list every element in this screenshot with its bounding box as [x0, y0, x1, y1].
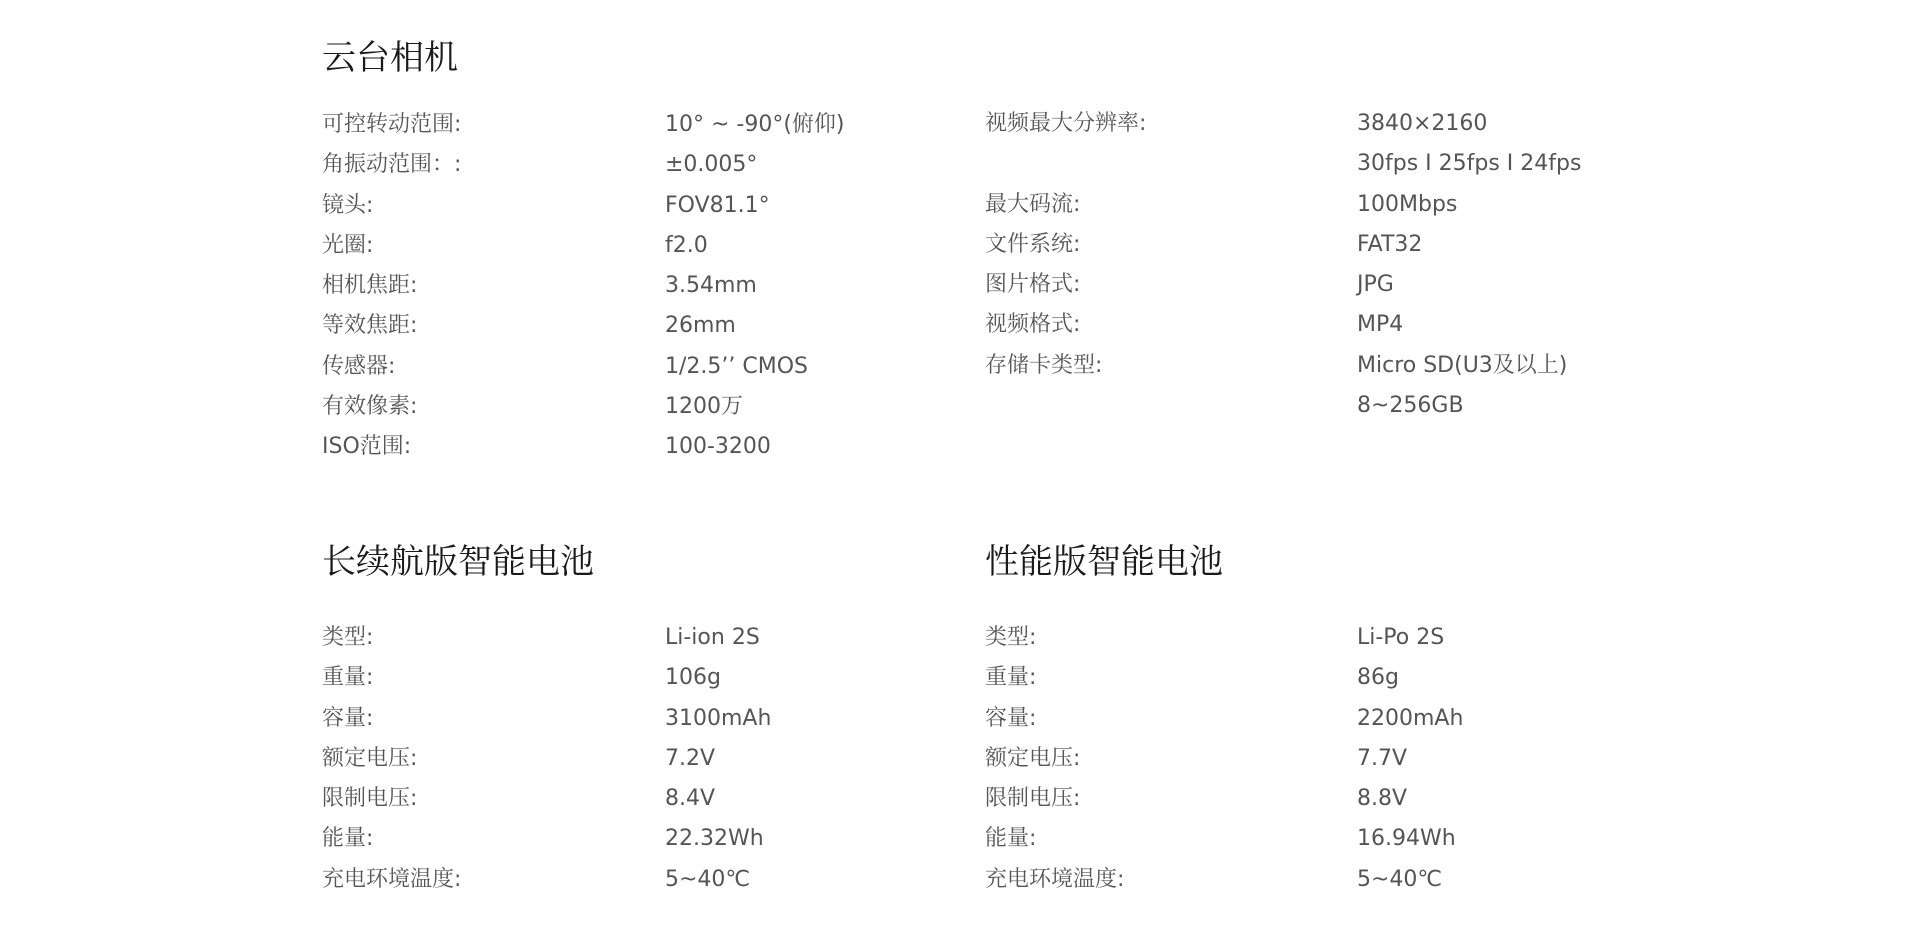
- spec-label: 容量:: [322, 705, 374, 731]
- spec-value: JPG: [1357, 272, 1394, 298]
- spec-value: Li-ion 2S: [665, 625, 760, 650]
- spec-value: ±0.005°: [665, 152, 758, 178]
- spec-label: 传感器:: [322, 353, 396, 379]
- spec-value: 1/2.5’’ CMOS: [665, 353, 808, 379]
- gimbal-camera-specs-left: [322, 105, 922, 468]
- spec-row-type: [322, 618, 922, 658]
- spec-row-angular-vibration: [322, 145, 922, 185]
- spec-value: MP4: [1357, 312, 1404, 338]
- spec-row-weight: [985, 658, 1685, 698]
- spec-label: 可控转动范围:: [322, 112, 462, 137]
- spec-label: 最大码流:: [985, 191, 1081, 217]
- spec-label: 图片格式:: [985, 272, 1081, 298]
- spec-label: 光圈:: [322, 232, 374, 258]
- spec-row-rated-voltage: [322, 739, 922, 779]
- spec-value: 1200万: [665, 394, 743, 420]
- spec-row-photo-format: [985, 265, 1685, 305]
- spec-label: 限制电压:: [322, 786, 418, 812]
- spec-label: 角振动范围：:: [322, 152, 462, 178]
- spec-label: 存储卡类型:: [985, 352, 1103, 378]
- gimbal-camera-title: 云台相机: [322, 38, 458, 78]
- spec-value: FOV81.1°: [665, 192, 770, 218]
- spec-label: 有效像素:: [322, 394, 418, 420]
- spec-row-limit-voltage: [985, 779, 1685, 819]
- spec-row-file-system: [985, 225, 1685, 265]
- spec-row-storage-capacity: [985, 386, 1685, 426]
- spec-value: 16.94Wh: [1357, 826, 1456, 852]
- spec-row-max-video-resolution: [985, 104, 1685, 144]
- spec-value: 5~40℃: [1357, 866, 1443, 892]
- spec-value: 3.54mm: [665, 273, 757, 299]
- spec-row-aperture: [322, 226, 922, 266]
- spec-row-max-bitrate: [985, 185, 1685, 225]
- spec-value: 26mm: [665, 313, 736, 339]
- spec-value: 7.7V: [1357, 745, 1408, 771]
- spec-label: 视频格式:: [985, 312, 1081, 338]
- spec-value: 100Mbps: [1357, 191, 1458, 217]
- spec-row-sensor: [322, 347, 922, 387]
- spec-label: 镜头:: [322, 192, 374, 218]
- spec-value: Micro SD(U3及以上): [1357, 352, 1568, 378]
- spec-value: 2200mAh: [1357, 705, 1464, 731]
- spec-row-focal-length: [322, 266, 922, 306]
- spec-row-charging-temperature: [322, 860, 922, 900]
- spec-row-charging-temperature: [985, 860, 1685, 900]
- spec-label: 容量:: [985, 705, 1037, 731]
- spec-label: 额定电压:: [322, 745, 418, 771]
- spec-label: 类型:: [322, 625, 374, 650]
- spec-row-lens: [322, 186, 922, 226]
- spec-label: 相机焦距:: [322, 273, 418, 299]
- spec-row-type: [985, 618, 1685, 658]
- spec-value: 30fps I 25fps I 24fps: [1357, 151, 1582, 177]
- spec-label: 充电环境温度:: [322, 866, 462, 892]
- spec-row-rated-voltage: [985, 739, 1685, 779]
- spec-row-video-format: [985, 305, 1685, 345]
- performance-battery-specs: [985, 618, 1685, 900]
- spec-label: ISO范围:: [322, 434, 412, 460]
- spec-value: 3100mAh: [665, 705, 772, 731]
- performance-battery-title: 性能版智能电池: [985, 542, 1223, 582]
- spec-row-limit-voltage: [322, 779, 922, 819]
- spec-value: 86g: [1357, 665, 1399, 691]
- spec-label: 类型:: [985, 625, 1037, 650]
- spec-row-frame-rates: [985, 144, 1685, 184]
- spec-label: 文件系统:: [985, 231, 1081, 257]
- spec-label: 等效焦距:: [322, 313, 418, 339]
- spec-row-capacity: [322, 699, 922, 739]
- spec-label: 充电环境温度:: [985, 866, 1125, 892]
- spec-label: 重量:: [322, 665, 374, 691]
- spec-row-tilt-range: [322, 105, 922, 145]
- spec-row-energy: [322, 819, 922, 859]
- spec-value: Li-Po 2S: [1357, 625, 1445, 650]
- spec-value: 100-3200: [665, 434, 771, 460]
- spec-value: 10° ~ -90°(俯仰): [665, 112, 845, 137]
- spec-row-iso-range: [322, 427, 922, 467]
- long-endurance-battery-title: 长续航版智能电池: [322, 542, 594, 582]
- spec-label: 重量:: [985, 665, 1037, 691]
- spec-row-storage-card-type: [985, 346, 1685, 386]
- long-endurance-battery-specs: [322, 618, 922, 900]
- spec-label: 能量:: [322, 826, 374, 852]
- gimbal-camera-specs-right: [985, 104, 1685, 426]
- spec-value: 5~40℃: [665, 866, 751, 892]
- spec-row-equivalent-focal-length: [322, 306, 922, 346]
- spec-label: 限制电压:: [985, 786, 1081, 812]
- spec-value: 22.32Wh: [665, 826, 764, 852]
- spec-value: 8.4V: [665, 786, 716, 812]
- spec-row-effective-pixels: [322, 387, 922, 427]
- spec-label: 视频最大分辨率:: [985, 111, 1147, 136]
- spec-value: FAT32: [1357, 231, 1423, 257]
- spec-value: 8.8V: [1357, 786, 1408, 812]
- spec-value: 3840×2160: [1357, 111, 1488, 136]
- spec-value: 8~256GB: [1357, 393, 1464, 419]
- spec-label: 能量:: [985, 826, 1037, 852]
- spec-label: 额定电压:: [985, 745, 1081, 771]
- spec-row-capacity: [985, 699, 1685, 739]
- spec-value: 7.2V: [665, 745, 716, 771]
- spec-row-energy: [985, 819, 1685, 859]
- spec-value: f2.0: [665, 232, 708, 258]
- spec-row-weight: [322, 658, 922, 698]
- spec-value: 106g: [665, 665, 721, 691]
